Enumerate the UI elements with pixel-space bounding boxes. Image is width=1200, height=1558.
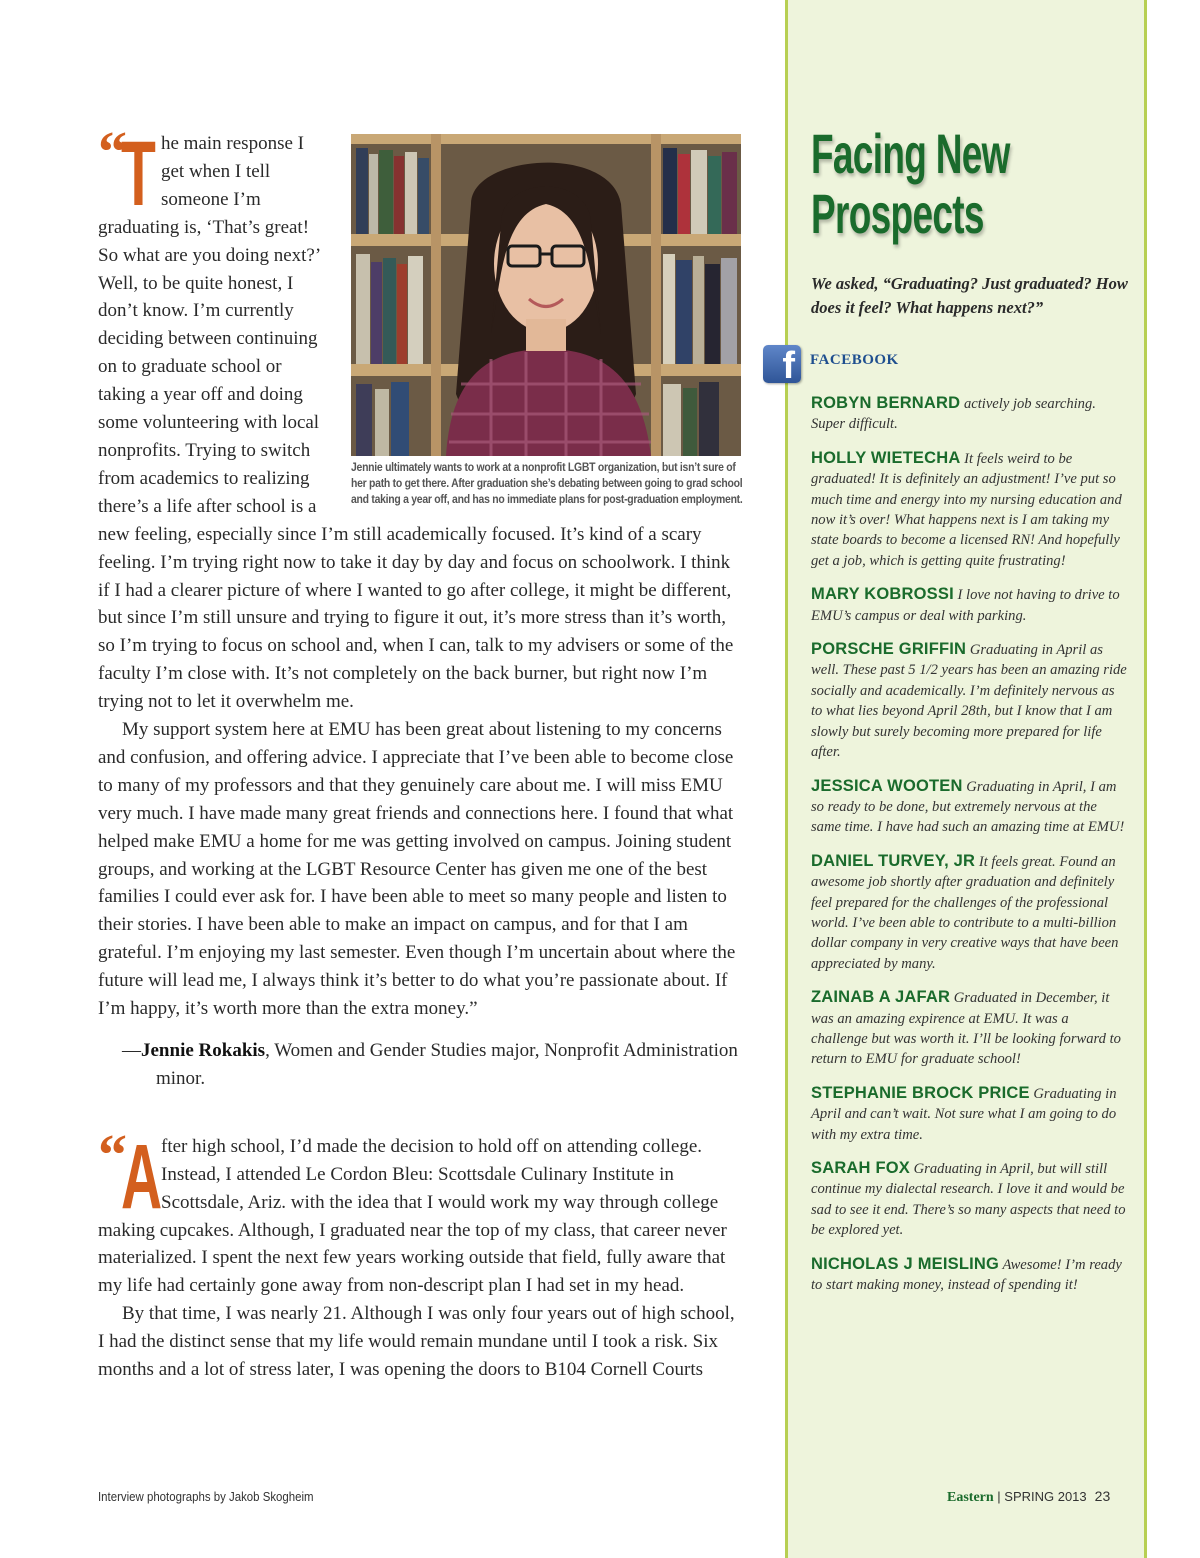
- student-photo: [351, 134, 741, 456]
- response-item: [811, 1254, 1129, 1296]
- page-folio: [947, 1488, 1110, 1506]
- response-text: It feels great. Found an awesome job shortly after graduation and definitely feel prepared for the challenges of the professional world. I’ve been able to contribute to a multi-billion dollar company in very creative ways that have been appreciated by many.: [811, 853, 1119, 972]
- response-text: Graduating in April and can’t wait. Not sure what I am going to do with my extra time.: [811, 1085, 1117, 1143]
- attribution: [122, 1037, 743, 1093]
- attribution-name: Jennie Rokakis: [141, 1040, 266, 1061]
- respondent-name: PORSCHE GRIFFIN: [811, 640, 967, 659]
- response-text: I love not having to drive to EMU’s campus or deal with parking.: [811, 587, 1120, 624]
- response-text: Graduating in April, but will still continue my dialectal research. I love it and would be sad to see it end. There’s so many aspects that need to be explored yet.: [811, 1161, 1126, 1239]
- response-list: [811, 393, 1129, 1308]
- response-item: [811, 448, 1129, 571]
- main-article: [98, 119, 743, 1384]
- response-text: Awesome! I’m ready to start making money, instead of spending it!: [811, 1256, 1122, 1294]
- response-item: [811, 1158, 1129, 1241]
- dropcap-letter: T: [121, 123, 156, 225]
- attribution-dash: —: [122, 1040, 141, 1061]
- article1-paragraph2: My support system here at EMU has been great about listening to my concerns and confusion, and offering advice. I appreciate that I’ve been able to become close to many of my professors and that they genuinely care about me. I will miss EMU very much. I have made many great friends and connections here. I found that what helped make EMU a home for me was getting involved on campus. Joining student groups, and working at the LGBT Resource Center has given me one of the best families I could ever ask for. I have been able to meet so many people and listen to their stories. I have been able to make an impact on campus, and for that I am grateful. I’m enjoying my last semester. Even though I’m uncertain about where the future will lead me, I always think it’s better to do what you’re passionate about. If I’m happy, it’s worth more than the extra money.”: [98, 719, 736, 1020]
- respondent-name: MARY KOBROSSI: [811, 585, 954, 604]
- article1-paragraph1: he main response I get when I tell someone I’m graduating is, ‘That’s great! So what are you doing next?’ Well, to be quite honest, I don’t know. I’m currently deciding between continuing on to graduate school or taking a year off and doing some volunteering with local nonprofits. Trying to switch from academics to realizing there’s a life after school is a new feeling, especially since I’m still academically focused. It’s kind of a scary feeling. I’m trying right now to take it day by day and focus on schoolwork. I think if I had a clearer picture of where I wanted to go after college, it might be different, but since I’m still unsure and trying to figure it out, it’s more stress than it’s worth, so I’m trying to focus on school and, when I can, talk to my advisers or some of the faculty I’m close with. It’s not completely on the back burner, but right now I’m trying not to let it overwhelm me.: [98, 133, 734, 713]
- attribution-role: , Women and Gender Studies major, Nonprofit Administration minor.: [156, 1040, 738, 1089]
- sidebar-title-line1: Facing New: [811, 122, 1010, 185]
- respondent-name: NICHOLAS J MEISLING: [811, 1254, 1000, 1273]
- article2-paragraph1: fter high school, I’d made the decision to hold off on attending college. Instead, I attended Le Cordon Bleu: Scottsdale Culinary Institute in Scottsdale, Ariz. with the idea that I would work my way through college making cupcakes. Although, I graduated near the top of my class, that career never materialized. I spent the next few years working outside that field, fully aware that my life had certainly gone away from non-descript plan I had set in my head.: [98, 1135, 727, 1297]
- magazine-name: Eastern: [947, 1490, 994, 1505]
- response-item: [811, 987, 1129, 1070]
- response-item: [811, 393, 1129, 435]
- orange-quote-mark-2: “: [98, 1121, 121, 1187]
- facebook-icon: f: [763, 345, 801, 383]
- response-text: actively job searching. Super difficult.: [811, 396, 1096, 433]
- photo-caption: Jennie ultimately wants to work at a nonprofit LGBT organization, but isn’t sure of her path to get there. After graduation she’s debating between going to grad school and taking a year off, and has no immediate plans for post-graduation employment.: [351, 461, 743, 506]
- respondent-name: ROBYN BERNARD: [811, 394, 961, 412]
- response-item: [811, 851, 1129, 974]
- response-text: Graduating in April, I am so ready to be done, but extremely nervous at the same time. I have had such an amazing time at EMU!: [811, 778, 1125, 836]
- respondent-name: HOLLY WIETECHA: [811, 448, 961, 467]
- response-text: It feels weird to be graduated! It is definitely an adjustment! I’ve put so much time and energy into my nursing education and now it’s over! What happens next is I am taking my state boards to become a licensed RN! And hopefully get a job, which is getting quite frustrating!: [811, 450, 1122, 569]
- response-text: Graduated in December, it was an amazing expirence at EMU. It was a challenge but was worth it. I’ll be looking forward to return to EMU for graduate school!: [811, 990, 1121, 1068]
- sidebar-intro: We asked, “Graduating? Just graduated? How does it feel? What happens next?”: [811, 274, 1128, 317]
- orange-quote-mark: “: [98, 119, 121, 184]
- respondent-name: SARAH FOX: [811, 1159, 910, 1177]
- response-item: [811, 639, 1129, 762]
- dropcap-letter-2: A: [121, 1125, 163, 1228]
- response-text: Graduating in April as well. These past 5 1/2 years has been an amazing ride socially and academically. I’m definitely nervous as to what lies beyond April 28th, but I know that I am slowly but surely becoming more prepared for life after.: [811, 642, 1127, 761]
- respondent-name: STEPHANIE BROCK PRICE: [811, 1083, 1030, 1102]
- respondent-name: DANIEL TURVEY, JR: [811, 851, 976, 870]
- article2-paragraph2: By that time, I was nearly 21. Although I was only four years out of high school, I had the distinct sense that my life would remain mundane until I took a risk. Six months and a lot of stress later, I was opening the doors to B104 Cornell Courts: [98, 1303, 735, 1381]
- facebook-label: FACEBOOK: [810, 352, 899, 368]
- response-item: [811, 584, 1129, 626]
- issue-label: | SPRING 2013: [993, 1489, 1087, 1504]
- page-number: 23: [1094, 1488, 1111, 1504]
- photo-credit: Interview photographs by Jakob Skogheim: [98, 1489, 314, 1504]
- response-item: [811, 1083, 1129, 1145]
- sidebar-title: [811, 124, 1010, 244]
- photo-block: [351, 134, 743, 508]
- respondent-name: ZAINAB A JAFAR: [811, 988, 951, 1007]
- sidebar-title-line2: Prospects: [811, 182, 984, 245]
- response-item: [811, 776, 1129, 838]
- respondent-name: JESSICA WOOTEN: [811, 776, 963, 795]
